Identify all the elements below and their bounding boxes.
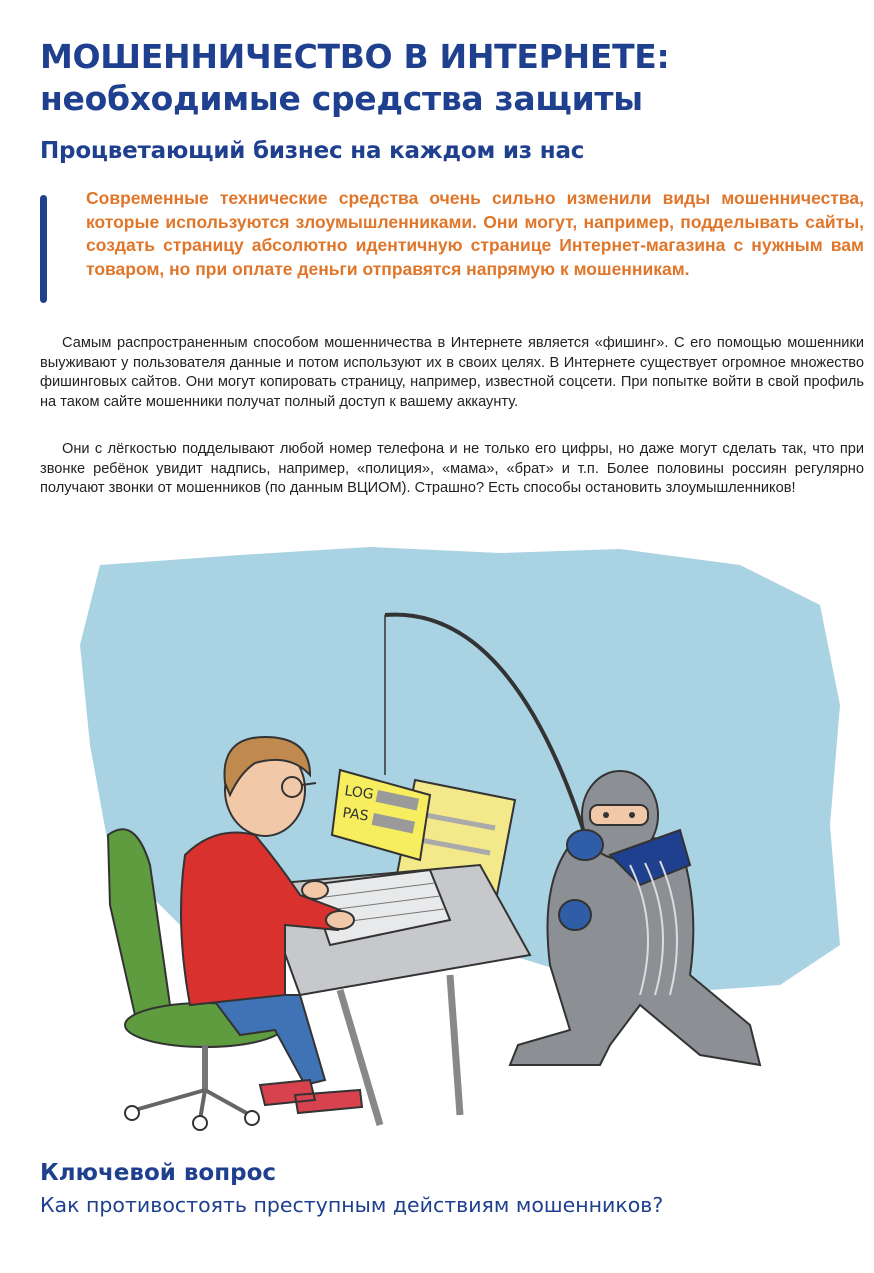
body-paragraph-2: Они с лёгкостью подделывают любой номер телефона и не только его цифры, но даже могут сделать так, что при звонке ребёнок увидит надпись, например, «полиция», «мама», «брат» и т.п. Более половины россиян регулярно получают звонки от мошенников (по данным ВЦИОМ). Страшно? Есть способы остановить злоумышленников! [40,441,864,496]
hacker-mask-eyes [590,805,648,825]
page-title-line2: необходимые средства защиты [40,79,643,118]
page-subtitle: Процветающий бизнес на каждом из нас [40,138,585,164]
lead-paragraph: Современные технические средства очень сильно изменили виды мошенничества, которые используются злоумышленниками. Они могут, например, подделывать сайты, создать страницу абсолютно идентичную странице Интернет-магазина с нужным вам товаром, но при оплате деньги отправятся напрямую к мошенникам. [86,188,864,279]
page-title-line1: МОШЕННИЧЕСТВО В ИНТЕРНЕТЕ: [40,37,670,76]
key-question-text: Как противостоять преступным действиям мошенников? [40,1193,664,1217]
sign-pas-label: PAS [341,805,370,825]
hacker-glove-bottom [559,900,591,930]
hacker-glove-top [567,830,603,860]
page-title [40,36,860,120]
boy-shoes [260,1080,362,1113]
quote-bar [40,195,47,303]
key-question-title: Ключевой вопрос [40,1160,277,1186]
phishing-illustration [40,525,864,1145]
sign-log-label: LOG [343,783,375,804]
body-paragraph-1: Самым распространенным способом мошенничества в Интернете является «фишинг». С его помощью мошенники выуживают у пользователя данные и потом используют их в своих целях. В Интернете существует огромное множество фишинговых сайтов. Они могут копировать страницу, например, известной соцсети. При попытке войти в свой профиль на таком сайте мошенники получат полный доступ к вашему аккаунту. [40,335,864,410]
